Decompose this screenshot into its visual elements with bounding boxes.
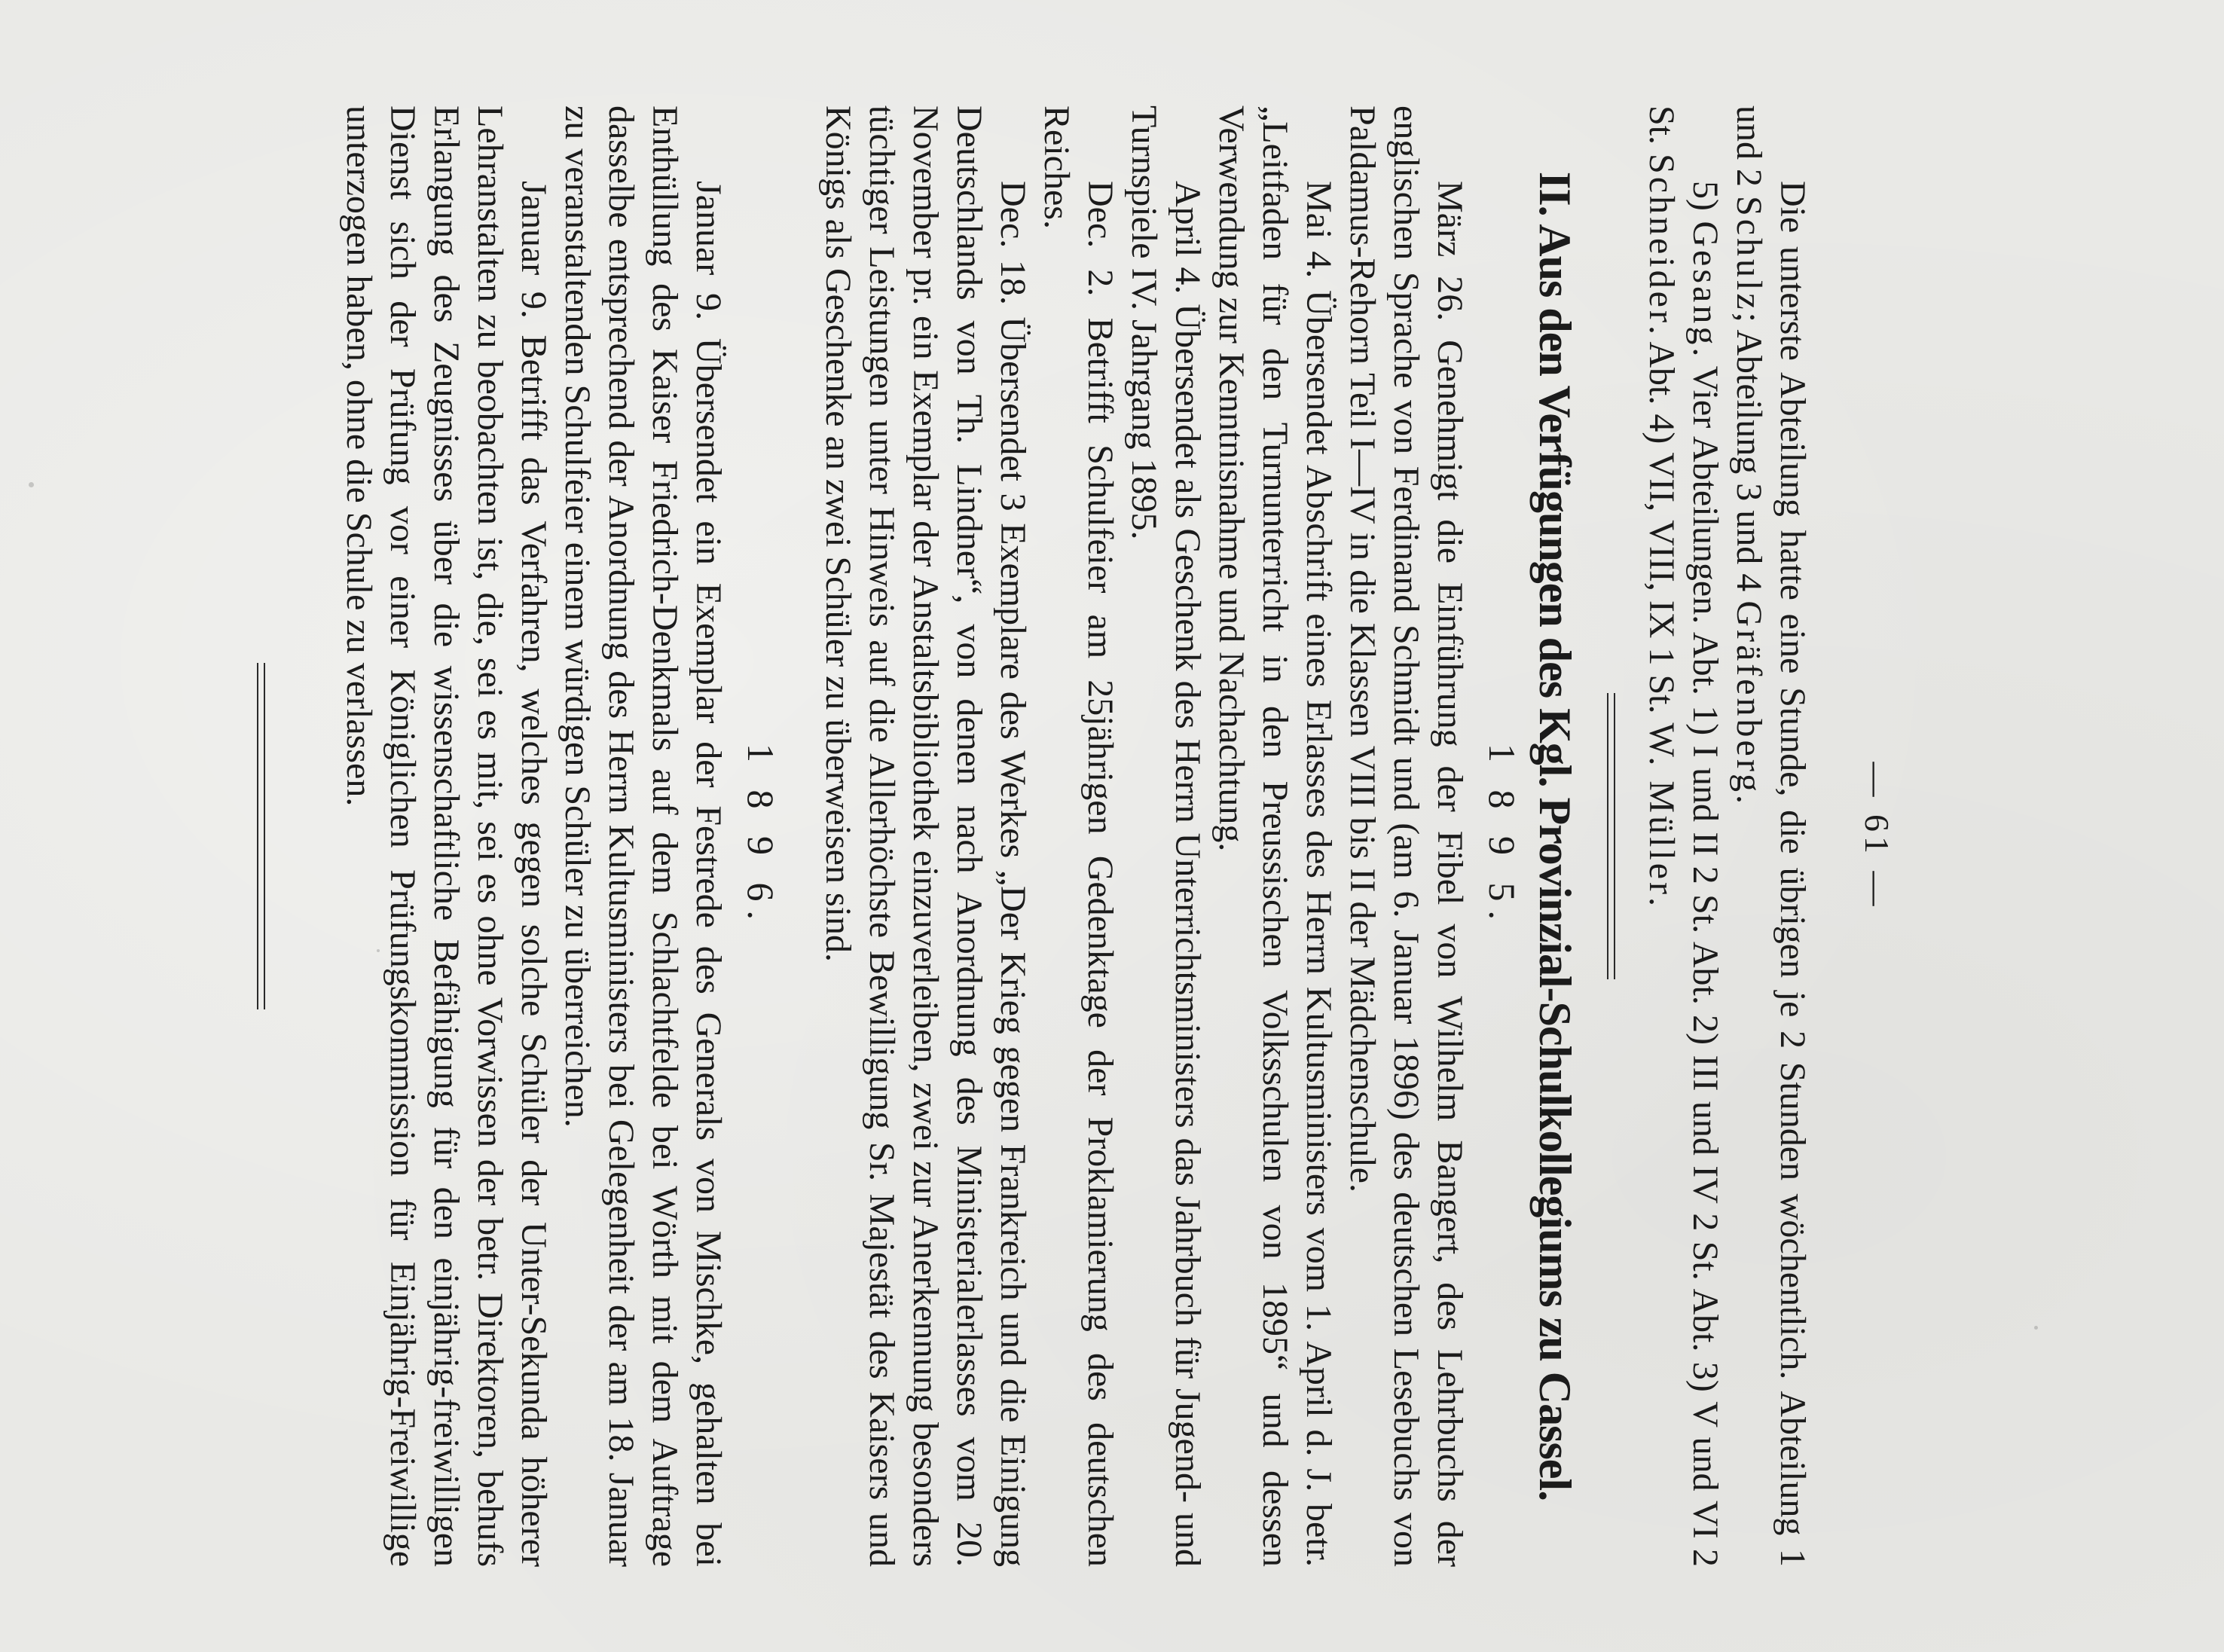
decree-entry: Januar 9. Übersendet ein Exemplar der Festrede des Generals von Mischke, gehalten bei Enthüllung des Kaiser Friedrich-Denkmals auf dem Schlachtfelde bei Wörth mit dem Auftrage dasselbe entsprechend der Anordnung des Herrn Kultusministers bei Gelegenheit der am 18. Januar zu veranstaltenden Schulfeier einem würdigen Schüler zu überreichen. (558, 105, 729, 1567)
section-heading: II. Aus den Verfügungen des Kgl. Provinzial-Schulkollegiums zu Cassel. (1530, 171, 1580, 1501)
teacher-name: Schulz (1729, 196, 1769, 313)
scan-speck (29, 482, 34, 487)
text-run: . (1729, 794, 1769, 804)
text-run: . (1642, 897, 1682, 907)
rotated-document-page (286, 105, 1899, 1567)
section-divider (1607, 693, 1615, 979)
text-run: . Vier Abteilungen. Abt. 1) I und II 2 St. Abt. 2) III und IV 2 St. Abt. 3) V und VI 2 St. (1642, 105, 1725, 1568)
decree-entry: April 4. Übersendet als Geschenk des Herrn Unterrichtsministers das Jahrbuch für Jugend- und Turnspiele IV. Jahrgang 1895. (1124, 105, 1208, 1567)
teacher-name: Gräfenberg (1729, 600, 1769, 795)
year-heading-1896: 1 8 9 6. (740, 744, 782, 929)
decree-entry: Mai 4. Übersendet Abschrift eines Erlasses des Herrn Kultusministers vom 1. April d. J. betr. „Leitfaden für den Turnunterricht in den Preussischen Volksschulen von 1895“ und dessen Verwendung zur Kenntnisnahme und Nachachtung. (1211, 105, 1339, 1567)
page-body (227, 105, 1814, 1567)
decree-entry: Dec. 2. Betrifft Schulfeier am 25jährigen Gedenktage der Proklamierung des deutschen Reiches. (1037, 105, 1120, 1567)
text-run: ; Abteilung 3 und 4 (1729, 312, 1769, 601)
decree-entry: März 26. Genehmigt die Einführung der Fibel von Wilhelm Bangert, des Lehrbuchs der englischen Sprache von Ferdinand Schmidt und (am 6. Januar 1896) des deutschen Lesebuchs von Paldamus-Rehorn Teil I—IV in die Klassen VIII bis II der Mädchenschule. (1343, 105, 1470, 1567)
teacher-name: Schneider (1642, 154, 1682, 325)
text-run: Die unterste Abteilung hatte eine Stunde, die übrigen je 2 Stunden wöchentlich. Abteilung 1 und 2 (1729, 105, 1813, 1567)
year-heading-1895: 1 8 9 5. (1481, 744, 1523, 929)
decree-entry: Dec. 18. Übersendet 3 Exemplare des Werkes „Der Krieg gegen Frankreich und die Einigung Deutschlands von Th. Lindner“, von denen nach Anordnung des Ministerialerlasses vom 20. November pr. ein Exemplar der Anstaltsbibliothek einzuverleiben, zwei zur Anerkennung besonders tüchtiger Leistungen unter Hinweis auf die Allerhöchste Bewilligung Sr. Majestät des Kaisers und Königs als Geschenke an zwei Schüler zu überweisen sind. (818, 105, 1033, 1567)
scan-speck (2034, 1326, 2038, 1330)
text-run: . Abt. 4) VII, VIII, IX 1 St. (1642, 325, 1682, 723)
paragraph-music-groups (1727, 105, 1814, 1567)
teacher-name: W. Müller (1642, 722, 1682, 898)
end-divider (257, 663, 265, 1009)
subject-label: Gesang (1685, 221, 1725, 348)
page-number: — 61 — (1858, 762, 1896, 911)
text-run: 5) (1685, 181, 1725, 221)
decree-entry: Januar 9. Betrifft das Verfahren, welches gegen solche Schüler der Unter-Sekunda höherer Lehranstalten zu beobachten ist, die, sei es mit, sei es ohne Vorwissen der betr. Direktoren, behufs Erlangung des Zeugnisses über die wissenschaftliche Befähigung für den einjährig-freiwilligen Dienst sich der Prüfung vor einer Königlichen Prüfungskommission für Einjährig-Freiwillige unterzogen haben, ohne die Schule zu verlassen. (339, 105, 554, 1567)
paragraph-singing (1639, 105, 1727, 1567)
